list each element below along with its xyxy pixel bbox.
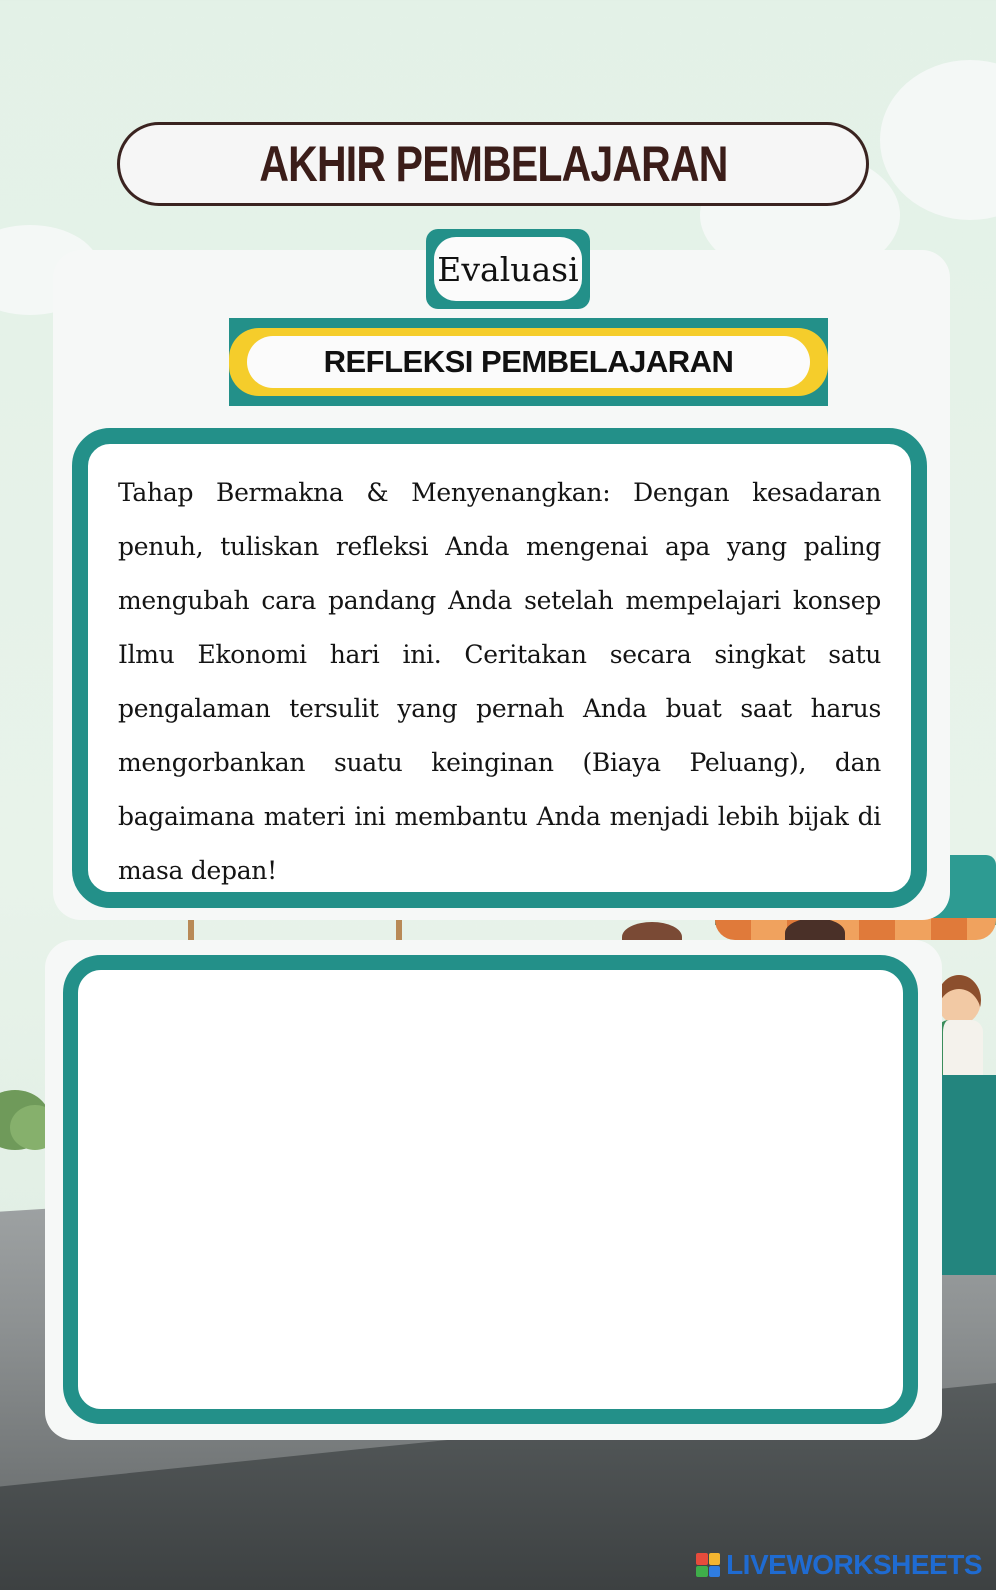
refleksi-banner bbox=[229, 318, 828, 406]
question-box bbox=[72, 428, 927, 908]
answer-box bbox=[63, 955, 918, 1424]
answer-input[interactable] bbox=[78, 970, 903, 1409]
cloud-decoration bbox=[880, 60, 996, 220]
liveworksheets-watermark bbox=[696, 1550, 982, 1580]
page-title: AKHIR PEMBELAJARAN bbox=[258, 136, 728, 192]
evaluasi-badge bbox=[426, 229, 590, 309]
evaluasi-label: Evaluasi bbox=[434, 237, 582, 301]
stall-awning bbox=[715, 918, 996, 940]
stall-counter bbox=[935, 1075, 996, 1275]
liveworksheets-logo-icon bbox=[696, 1553, 720, 1577]
watermark-text: LIVEWORKSHEETS bbox=[726, 1549, 982, 1580]
refleksi-banner-frame bbox=[229, 328, 828, 396]
page-title-pill bbox=[117, 122, 869, 206]
question-text: Tahap Bermakna & Menyenangkan: Dengan kesadaran penuh, tuliskan refleksi Anda mengenai apa yang paling mengubah cara pandang Anda setelah mempelajari konsep Ilmu Ekonomi hari ini. Ceritakan secara singkat satu pengalaman tersulit yang pernah Anda buat saat harus mengorbankan suatu keinginan (Biaya Peluang), dan bagaimana materi ini membantu Anda menjadi lebih bijak di masa depan! bbox=[118, 478, 881, 885]
vendor-head-illustration bbox=[937, 975, 981, 1025]
refleksi-banner-label: REFLEKSI PEMBELAJARAN bbox=[247, 336, 810, 388]
vendor-body-illustration bbox=[937, 1020, 983, 1075]
